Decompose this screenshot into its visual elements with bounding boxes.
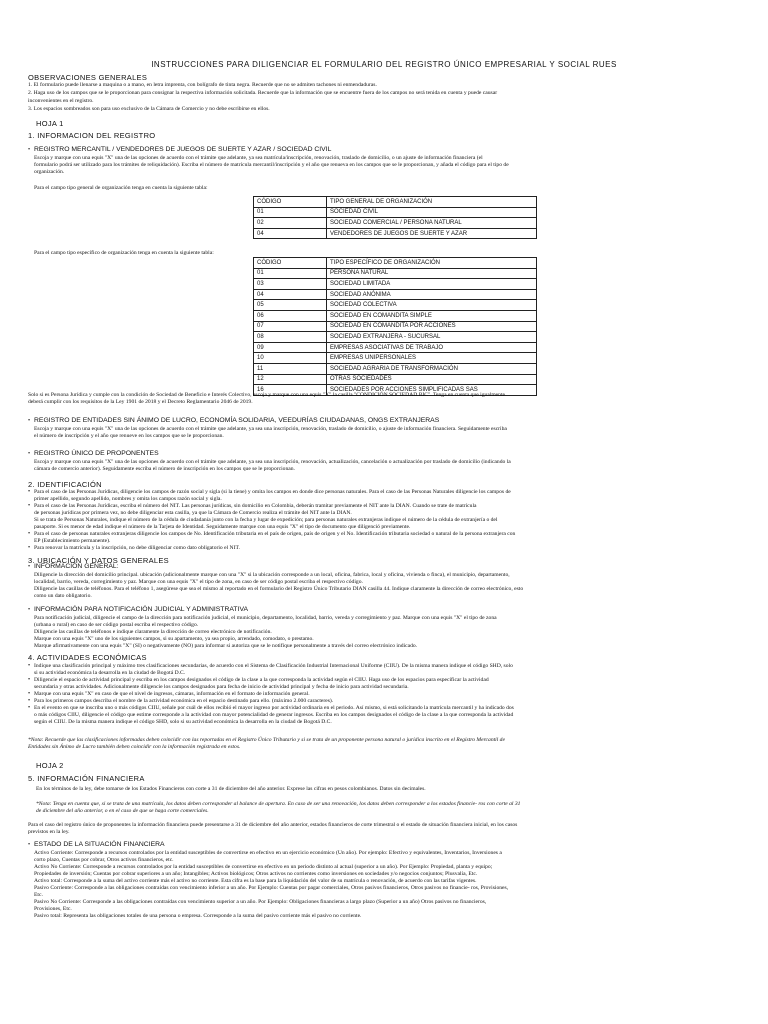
bullet: •	[28, 564, 31, 570]
obs-item-3: 3. Los espacios sombreados son para uso exclusivo de la Cámara de Comercio y no debe escribirse en ellos.	[28, 106, 270, 112]
sec2-line-5: Si se trata de Personas Naturales, indique el número de la cédula de ciudadanía junto con la fecha y lugar de expedición; para personas naturales extranjeras indique el número de la cédula de extranjería o del	[34, 517, 498, 523]
esf-line-1: Activo Corriente: Corresponde a recursos controlados por la entidad susceptibles de convertirse en efectivo en un ejercicio económico (Un año). Por ejemplo: Efectivo y equivalentes, Inventarios, Inversiones a	[34, 850, 502, 856]
table-row	[254, 300, 537, 311]
rup-heading: REGISTRO ÚNICO DE PROPONENTES	[34, 450, 159, 457]
sec4-line-5: Marque con una equis "X" en caso de que el nivel de ingresos, cámaras, información en el formato de información general.	[34, 691, 310, 697]
table-header-cell: TIPO GENERAL DE ORGANIZACIÓN	[327, 197, 537, 208]
table-cell: SOCIEDAD COMERCIAL / PERSONA NATURAL	[327, 218, 537, 229]
table-row	[254, 279, 537, 290]
sec2-line-1: Para el caso de las Personas Jurídicas, diligencie los campos de razón social y sigla (si la tiene) y omita los campos en donde dice personas naturales. Para el caso de las Personas Naturales diligencie los campos de	[34, 489, 511, 495]
hoja1-heading: HOJA 1	[36, 119, 64, 128]
table-row	[254, 228, 537, 239]
esf-line-9: Provisiones, Etc.	[34, 906, 72, 912]
nota-clasificaciones-1: *Nota: Recuerde que las clasificaciones informadas deben coincidir con las reportadas en el Registro Único Tributario y si se trata de un proponente persona natural o jurídica inscrito en el Registro Mercantil de	[28, 737, 505, 743]
sec3-line-4: como un dato obligatorio.	[34, 593, 92, 599]
sec4-line-9: según el CIIU. De la misma manera indique el código SHD, solo si su actividad económica la desarrolla en la ciudad de Bogotá D.C.	[34, 719, 332, 725]
rup-line-1: Escoja y marque con una equis "X" una de las opciones de acuerdo con el trámite que adelante, ya sea una inscripción, renovación, actualización, cancelación o actualización por traslado de domicilio (indicando la	[34, 459, 511, 465]
obs-item-2: 2. Haga uso de los campos que se le proporcionan para consignar la respectiva información solicitada. Recuerde que la información que se encuentre fuera de los campos no será tenida en cuenta y puede causar	[28, 90, 498, 96]
table-row	[254, 321, 537, 332]
table-cell: OTRAS SOCIEDADES	[327, 374, 537, 385]
reg-mercantil-heading: REGISTRO MERCANTIL / VENDEDORES DE JUEGOS DE SUERTE Y AZAR / SOCIEDAD CIVIL	[34, 146, 332, 153]
esf-line-7: Etc.	[34, 892, 43, 898]
table-row	[254, 363, 537, 374]
bullet: •	[28, 531, 31, 537]
table-cell: 03	[254, 279, 327, 290]
sec4-line-2: si su actividad económica la desarrolla en la ciudad de Bogotá D.C.	[34, 670, 186, 676]
table-cell: SOCIEDAD EXTRANJERA - SUCURSAL	[327, 332, 537, 343]
reg-mercantil-line-1: Escoja y marque con una equis "X" una de las opciones de acuerdo con el trámite que adelante, ya sea matrícula/inscripción, renovación, traslado de domicilio, o un ajuste de información financiera (el	[34, 155, 483, 161]
esf-line-2: corto plazo, Cuentas por cobrar, Otros activos financieros, etc.	[34, 857, 174, 863]
esf-line-8: Pasivo No Corriente: Corresponde a las obligaciones contraídas con vencimiento superior a un año. Por Ejemplo: Obligaciones financieras a largo plazo (Superior a un año) Otros pasivos no financieros,	[34, 899, 487, 905]
sec4-line-7: En el evento en que se inscriba uno o más códigos CIIU, señale por cuál de ellos recibió el mayor ingreso por actividad ordinaria en el periodo. Así mismo, si está solicitando la matrícula mercantil y ha indicado dos	[34, 705, 514, 711]
section4-heading: 4. ACTIVIDADES ECONÓMICAS	[28, 653, 147, 662]
table-row	[254, 207, 537, 218]
sec2-line-9: Para renovar la matrícula y la inscripción, no debe diligenciar como dato obligatorio el NIT.	[34, 545, 240, 551]
table-cell: VENDEDORES DE JUEGOS DE SUERTE Y AZAR	[327, 228, 537, 239]
info-general-heading: INFORMACIÓN GENERAL:	[34, 563, 119, 570]
table-row	[254, 353, 537, 364]
sec4-line-4: secundaria y otras actividades. Adicionalmente diligencie los campos designados para fecha de inicio de actividad principal y fecha de inicio para actividad secundaria.	[34, 684, 409, 690]
bullet: •	[28, 842, 31, 848]
esal-heading: REGISTRO DE ENTIDADES SIN ÁNIMO DE LUCRO, ECONOMÍA SOLIDARIA, VEEDURÍAS CIUDADANAS, ONGS EXTRANJERAS	[34, 417, 440, 424]
table-cell: 04	[254, 289, 327, 300]
table-cell: SOCIEDAD CIVIL	[327, 207, 537, 218]
bic-line-1: Solo si es Persona Jurídica y cumple con la condición de Sociedad de Beneficio e Interés Colectivo, escoja y marque con una equis "X" la casilla "CONDICIÓN SOCIEDAD BIC". Tenga en cuenta que igualmente	[28, 392, 505, 398]
sec4-line-3: Diligencie el espacio de actividad principal y escriba en los campos designados el código de la clase a la que corresponda la actividad según el CIIU. Haga uso de los espacios para especificar la actividad	[34, 677, 489, 683]
rup-line-2: cámara de comercio anterior). Seguidamente escriba el número de inscripción en los campos que se le proporcionan.	[34, 466, 295, 472]
bullet: •	[28, 147, 31, 153]
table-row	[254, 332, 537, 343]
table-cell: 09	[254, 342, 327, 353]
table-cell: 02	[254, 218, 327, 229]
hoja2-heading: HOJA 2	[36, 761, 64, 770]
table-cell: 07	[254, 321, 327, 332]
esf-line-4: Propiedades de inversión; Cuentas por cobrar superiores a un año; Intangibles; Activos biológicos; Otros activos no corrientes como inversiones en sociedades y/o negocios conjuntos; Plusvalía, Etc.	[34, 871, 478, 877]
table-cell: 11	[254, 363, 327, 374]
esf-line-6: Pasivo Corriente: Corresponde a las obligaciones contraídas con vencimiento inferior a un año. Por Ejemplo: Cuentas por pagar comerciales, Otros pasivos financieros, Otros pasivos no financie- ros, Provisiones,	[34, 885, 509, 891]
bullet: •	[28, 489, 31, 495]
table-header-cell: CÓDIGO	[254, 258, 327, 269]
sec3-line-3: Diligencie las casillas de teléfonos. Para el teléfono 1, asegúrese que sea el mismo al reportado en el formulario del Registro Único Tributario DIAN casilla 44. Indique claramente la dirección de correo electrónico, esto	[34, 586, 524, 592]
tipo-especifico-intro: Para el campo tipo específico de organización tenga en cuenta la siguiente tabla:	[34, 250, 214, 256]
sec2-line-8: EP (Establecimiento permanente).	[34, 538, 111, 544]
notif-line-4: Marque con una equis "X" uno de los siguientes campos, si su apartamento, ya sea propio, arrendado, comodato, o prestamo.	[34, 636, 314, 642]
table-cell: 05	[254, 300, 327, 311]
notif-line-2: (urbana o rural) en caso de ser código postal escriba el respectivo código.	[34, 622, 199, 628]
sec5-p1: En los términos de la ley, debe tomarse de los Estados Financieros con corte a 31 de diciembre del año anterior. Exprese las cifras en pesos colombianos. Datos sin decimales.	[36, 786, 426, 792]
sec2-line-6: pasaporte. Si es menor de edad indique el número de la Tarjeta de Identidad. Seguidamente marque con una equis "X" el tipo de documento que diligenció previamente.	[34, 524, 411, 530]
table-cell: SOCIEDAD EN COMANDITA POR ACCIONES	[327, 321, 537, 332]
table-cell: SOCIEDAD ANÓNIMA	[327, 289, 537, 300]
sec3-line-1: Diligencie la dirección del domicilio principal. ubicación (adicionalmente marque con una "X" si la ubicación corresponde a un local, oficina, fabrica, local y oficina, vivienda o finca), el municipio, departamento,	[34, 572, 510, 578]
sec2-line-3: Para el caso de las Personas Jurídicas, escriba el número del NIT. Las personas jurídicas, sin domicilio en Colombia, deberán tramitar previamente el NIT ante la DIAN. Cuando se trate de matrícula	[34, 503, 477, 509]
table-cell: 04	[254, 228, 327, 239]
sec2-line-7: Para el caso de personas naturales extranjeras diligencie los campos de No. Identificación tributaria en el país de origen, país de origen y el No. Identificación tributaria sociedad o natural de la persona extranjera con	[34, 531, 516, 537]
sec5-nota-1: *Nota: Tenga en cuenta que, si se trata de una matrícula, los datos deben corresponder al balance de apertura. En caso de ser una renovación, los datos deben corresponder a los estados financie- ros con corte al 31	[36, 801, 521, 807]
sec5-p3-2: previstos en la ley.	[28, 829, 70, 835]
bullet: •	[28, 691, 31, 697]
notificacion-heading: INFORMACIÓN PARA NOTIFICACIÓN JUDICIAL Y ADMINISTRATIVA	[34, 606, 249, 613]
table-row	[254, 374, 537, 385]
notif-line-5: Marque afirmativamente con una equis "X" (SI) o negativamente (NO) para informar si autoriza que se le notifique personalmente a través del correo electrónico indicado.	[34, 643, 418, 649]
bullet: •	[28, 607, 31, 613]
estado-situacion-heading: ESTADO DE LA SITUACIÓN FINANCIERA	[34, 841, 165, 848]
tipo-especifico-table	[253, 257, 537, 396]
document-title: INSTRUCCIONES PARA DILIGENCIAR EL FORMULARIO DEL REGISTRO ÚNICO EMPRESARIAL Y SOCIAL RUES	[151, 60, 617, 69]
table-cell: SOCIEDAD EN COMANDITA SIMPLE	[327, 310, 537, 321]
table-cell: 01	[254, 268, 327, 279]
esf-line-3: Activo No Corriente: Corresponde a recursos controlados por la entidad susceptibles de convertirse en efectivo en un periodo distinto al actual (superior a un año). Por Ejemplo: Propiedad, planta y equipo;	[34, 864, 493, 870]
table-cell: 06	[254, 310, 327, 321]
bullet: •	[28, 698, 31, 704]
section1-heading: 1. INFORMACION DEL REGISTRO	[28, 131, 156, 140]
table-row	[254, 342, 537, 353]
section2-heading: 2. IDENTIFICACIÓN	[28, 480, 102, 489]
table-row	[254, 268, 537, 279]
sec2-line-2: primer apellido, segundo apellido, nombres y omita los campos razón social y sigla.	[34, 496, 222, 502]
bullet: •	[28, 503, 31, 509]
bullet: •	[28, 418, 31, 424]
sec2-line-4: de personas jurídicas por primera vez, no debe diligenciar esta casilla, ya que la Cámara de Comercio realiza el trámite del NIT ante la DIAN.	[34, 510, 352, 516]
sec5-p3-1: Para el caso del registro único de proponentes la información financiera puede presentarse a 31 de diciembre del año anterior, estados financieros de corte trimestral o el estado de situación financiera inicial, en los casos	[28, 822, 518, 828]
table-cell: SOCIEDAD COLECTIVA	[327, 300, 537, 311]
table-cell: SOCIEDAD LIMITADA	[327, 279, 537, 290]
table-cell: SOCIEDAD AGRARIA DE TRANSFORMACIÓN	[327, 363, 537, 374]
esf-line-10: Pasivo total: Representa las obligaciones totales de una persona o empresa. Corresponde a la suma del pasivo corriente más el pasivo no corriente.	[34, 913, 362, 919]
notif-line-3: Diligencie las casillas de teléfonos e indique claramente la dirección de correo electrónico de notificación.	[34, 629, 272, 635]
table-row	[254, 289, 537, 300]
sec3-line-2: localidad, barrio, vereda, corregimiento y paz. Marque con una equis "X" el tipo de zona, en caso de ser código postal escriba el respectivo código.	[34, 579, 363, 585]
section5-heading: 5. INFORMACIÓN FINANCIERA	[28, 774, 145, 783]
table-cell: 16	[254, 385, 327, 396]
nota-clasificaciones-2: Entidades sin Ánimo de Lucro también deben coincidir con la información registrada en estos.	[28, 744, 241, 750]
sec5-nota-2: de diciembre del año anterior, o en el caso de que se haga corte comerciales.	[36, 808, 209, 814]
table-cell: 12	[254, 374, 327, 385]
table-row	[254, 218, 537, 229]
esf-line-5: Activo total: Corresponde a la suma del activo corriente más el activo no corriente. Esta cifra es la base para la liquidación del valor de su matrícula o renovación, de acuerdo con las tarifas vigentes.	[34, 878, 477, 884]
table-cell: EMPRESAS ASOCIATIVAS DE TRABAJO	[327, 342, 537, 353]
bic-line-2: deberá cumplir con los requisitos de la Ley 1901 de 2018 y el Decreto Reglamentario 2046 de 2019.	[28, 399, 253, 405]
table-row	[254, 310, 537, 321]
table-header-cell: CÓDIGO	[254, 197, 327, 208]
notif-line-1: Para notificación judicial, diligencie el campo de la dirección para notificación judicial, el municipio, departamento, localidad, barrio, vereda y corregimiento y paz. Marque con una equis "X" el tipo de zona	[34, 615, 497, 621]
sec4-line-1: Indique una clasificación principal y máximo tres clasificaciones secundarias, de acuerdo con el Sistema de Clasificación Industrial Internacional Uniforme (CIIU). De la misma manera indique el código SHD, solo	[34, 663, 513, 669]
sec4-line-8: o más códigos CIIU, diligencie el código que estime corresponde a la actividad con mayor potencialidad de generar ingresos. Escriba en los campos designados el código de la clase a la que corresponda la actividad	[34, 712, 514, 718]
bullet: •	[28, 663, 31, 669]
table-header-row	[254, 197, 537, 208]
table-cell: 01	[254, 207, 327, 218]
esal-line-1: Escoja y marque con una equis "X" una de las opciones de acuerdo con el trámite que adelante, ya sea una inscripción, renovación, traslado de domicilio, o ajuste de información financiera. Seguidamente escriba	[34, 426, 507, 432]
table-cell: 10	[254, 353, 327, 364]
table-cell: PERSONA NATURAL	[327, 268, 537, 279]
bullet: •	[28, 705, 31, 711]
bullet: •	[28, 451, 31, 457]
bullet: •	[28, 545, 31, 551]
reg-mercantil-line-2: formulario podrá ser utilizado para los trámites de reliquidación). Escriba el número de matrícula mercantil/inscripción y el año que renueva en los campos que se le proporcionan, y añada el código para el tipo de	[34, 162, 509, 168]
bullet: •	[28, 677, 31, 683]
table-cell: SOCIEDADES POR ACCIONES SIMPLIFICADAS SAS	[327, 385, 537, 396]
table-header-cell: TIPO ESPECÍFICO DE ORGANIZACIÓN	[327, 258, 537, 269]
table-cell: 08	[254, 332, 327, 343]
esal-line-2: el número de inscripción y el año que renueve en los campos que se le proporcionan.	[34, 433, 224, 439]
observaciones-heading: OBSERVACIONES GENERALES	[28, 73, 148, 82]
sec4-line-6: Para los primeros campos describa el nombre de la actividad económica en el espacio destinado para ello. (máximo 2.000 caracteres).	[34, 698, 334, 704]
tipo-general-intro: Para el campo tipo general de organización tenga en cuenta la siguiente tabla:	[34, 185, 208, 191]
table-header-row	[254, 258, 537, 269]
section3-heading: 3. UBICACIÓN Y DATOS GENERALES	[28, 556, 169, 565]
obs-item-1: 1. El formulario puede llenarse a maquina o a mano, en letra imprenta, con bolígrafo de tinta negra. Recuerde que no se admiten tachones ni enmendaduras.	[28, 82, 377, 88]
obs-item-2-cont: inconvenientes en el registro.	[28, 98, 94, 104]
table-cell: EMPRESAS UNIPERSONALES	[327, 353, 537, 364]
reg-mercantil-line-3: organización.	[34, 169, 65, 175]
tipo-general-table	[253, 196, 537, 239]
